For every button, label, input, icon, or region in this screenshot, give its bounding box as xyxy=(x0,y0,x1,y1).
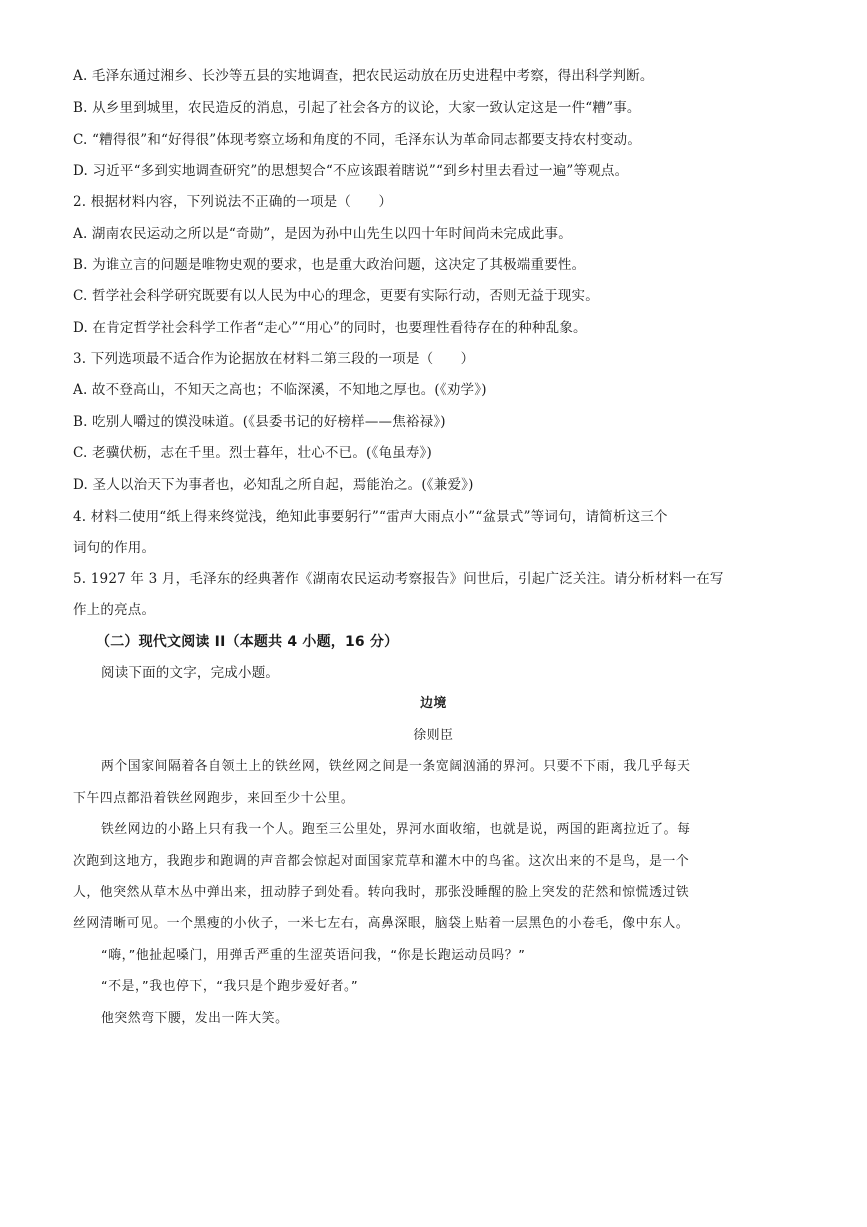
q1-option-a: A. 毛泽东通过湘乡、长沙等五县的实地调查，把农民运动放在历史进程中考察，得出科学判断。 xyxy=(73,68,654,84)
q1-option-c: C. “糟得很”和“好得很”体现考察立场和角度的不同，毛泽东认为革命同志都要支持农村变动。 xyxy=(73,132,642,148)
story-paragraph-line: “嗨，”他扯起嗓门，用弹舌严重的生涩英语问我，“你是长跑运动员吗？” xyxy=(101,948,526,963)
section-title: （二）现代文阅读 II（本题共 4 小题，16 分） xyxy=(96,634,399,650)
q3-option-c: C. 老骥伏枥，志在千里。烈士暮年，壮心不已。(《龟虽寿》) xyxy=(73,445,432,461)
q1-option-d: D. 习近平“多到实地调查研究”的思想契合“不应该跟着瞎说”“到乡村里去看过一遍”等观点。 xyxy=(73,163,629,179)
q1-option-b: B. 从乡里到城里，农民造反的消息，引起了社会各方的议论，大家一致认定这是一件“糟”事。 xyxy=(73,100,641,116)
q3-option-b: B. 吃别人嚼过的馍没味道。(《县委书记的好榜样——焦裕禄》) xyxy=(73,414,446,430)
q5-line-2: 作上的亮点。 xyxy=(73,602,156,618)
q4-line-1: 4. 材料二使用“纸上得来终觉浅，绝知此事要躬行”“雷声大雨点小”“盆景式”等词句，请简析这三个 xyxy=(73,509,668,525)
story-paragraph-line: 人，他突然从草木丛中弹出来，扭动脖子到处看。转向我时，那张没睡醒的脸上突发的茫然和惊慌透过铁 xyxy=(73,885,690,900)
story-title: 边境 xyxy=(420,696,447,711)
story-paragraph-line: 次跑到这地方，我跑步和跑调的声音都会惊起对面国家荒草和灌木中的鸟雀。这次出来的不是鸟，是一个 xyxy=(73,854,690,869)
section-instruction: 阅读下面的文字，完成小题。 xyxy=(101,665,280,681)
q2-option-b: B. 为谁立言的问题是唯物史观的要求，也是重大政治问题，这决定了其极端重要性。 xyxy=(73,257,586,273)
story-author: 徐则臣 xyxy=(413,728,454,743)
q3-stem: 3. 下列选项最不适合作为论据放在材料二第三段的一项是（ ） xyxy=(73,351,475,367)
q3-option-d: D. 圣人以治天下为事者也，必知乱之所自起，焉能治之。(《兼爱》) xyxy=(73,477,474,493)
story-paragraph-line: “不是，”我也停下，“我只是个跑步爱好者。” xyxy=(101,979,359,994)
story-paragraph-line: 他突然弯下腰，发出一阵大笑。 xyxy=(101,1011,289,1026)
story-paragraph-line: 下午四点都沿着铁丝网跑步，来回至少十公里。 xyxy=(73,791,355,806)
q5-line-1: 5. 1927 年 3 月，毛泽东的经典著作《湖南农民运动考察报告》问世后，引起广泛关注。请分析材料一在写 xyxy=(73,571,724,587)
story-paragraph-line: 铁丝网边的小路上只有我一个人。跑至三公里处，界河水面收缩，也就是说，两国的距离拉近了。每 xyxy=(101,822,691,837)
story-paragraph-line: 两个国家间隔着各自领土上的铁丝网，铁丝网之间是一条宽阔汹涌的界河。只要不下雨，我几乎每天 xyxy=(101,759,691,774)
q2-option-a: A. 湖南农民运动之所以是“奇勋”，是因为孙中山先生以四十年时间尚未完成此事。 xyxy=(73,226,572,242)
story-paragraph-line: 丝网清晰可见。一个黑瘦的小伙子，一米七左右，高鼻深眼，脑袋上贴着一层黑色的小卷毛，像中东人。 xyxy=(73,916,690,931)
q3-option-a: A. 故不登高山，不知天之高也；不临深溪，不知地之厚也。(《劝学》) xyxy=(73,382,487,398)
q2-stem: 2. 根据材料内容，下列说法不正确的一项是（ ） xyxy=(73,194,393,210)
q2-option-c: C. 哲学社会科学研究既要有以人民为中心的理念，更要有实际行动，否则无益于现实。 xyxy=(73,288,599,304)
q2-option-d: D. 在肯定哲学社会科学工作者“走心”“用心”的同时，也要理性看待存在的种种乱象。 xyxy=(73,320,587,336)
q4-line-2: 词句的作用。 xyxy=(73,540,156,556)
